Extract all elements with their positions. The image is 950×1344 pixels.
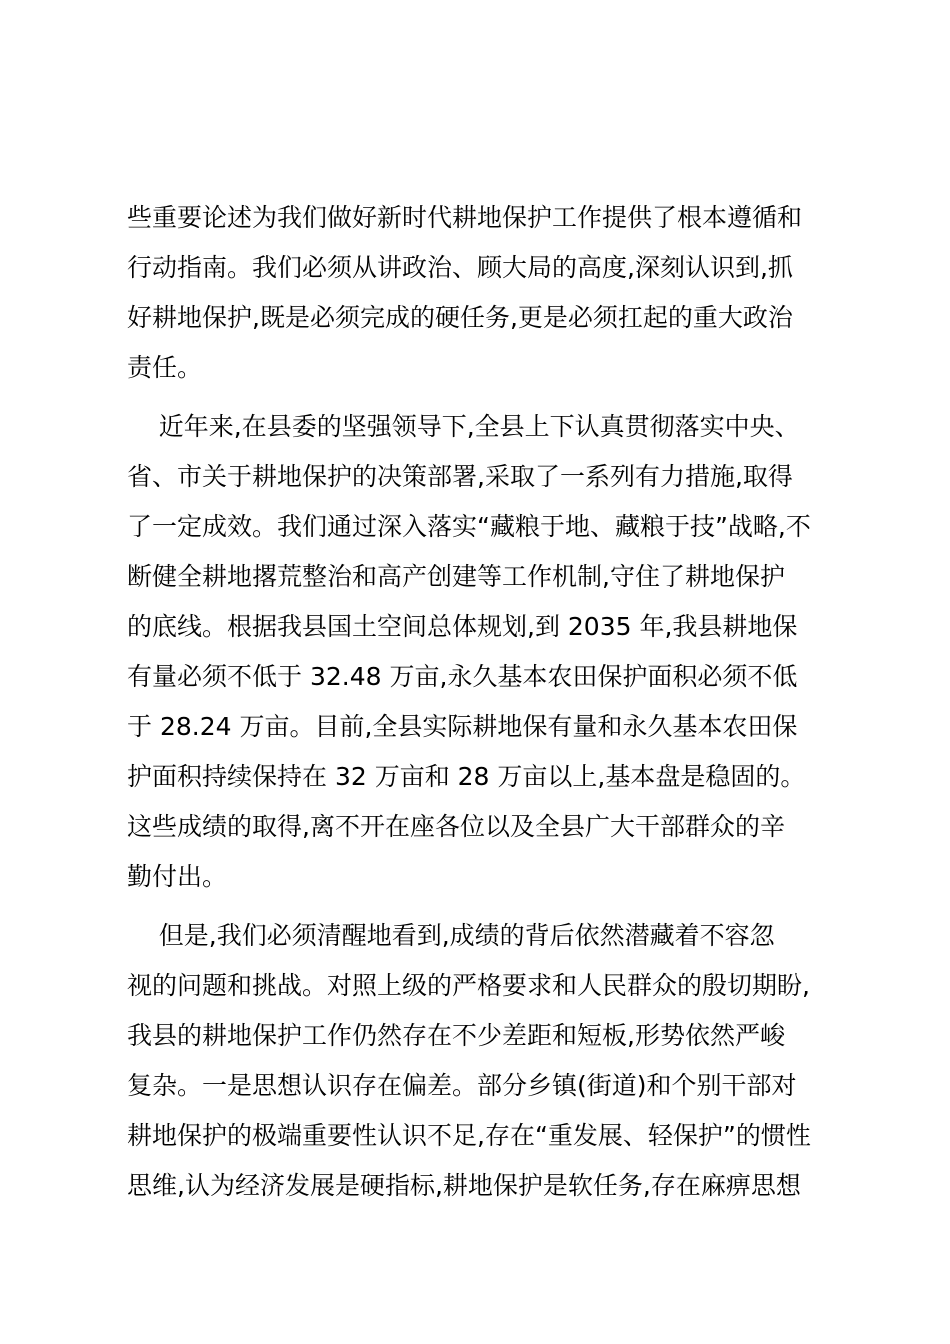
text-line: 些重要论述为我们做好新时代耕地保护工作提供了根本遵循和 [127, 203, 803, 232]
text-line: 但是,我们必须清醒地看到,成绩的背后依然潜藏着不容忽 [127, 921, 775, 950]
text-line: 耕地保护的极端重要性认识不足,存在“重发展、轻保护”的惯性 [127, 1121, 811, 1150]
text-line: 护面积持续保持在 32 万亩和 28 万亩以上,基本盘是稳固的。 [127, 762, 806, 791]
paragraph-3 [127, 911, 827, 1211]
text-line: 我县的耕地保护工作仍然存在不少差距和短板,形势依然严峻 [127, 1021, 785, 1050]
text-line: 这些成绩的取得,离不开在座各位以及全县广大干部群众的辛 [127, 812, 785, 841]
text-line: 勤付出。 [127, 862, 228, 891]
text-line: 断健全耕地撂荒整治和高产创建等工作机制,守住了耕地保护 [127, 562, 785, 591]
text-line: 了一定成效。我们通过深入落实“藏粮于地、藏粮于技”战略,不 [127, 512, 811, 541]
text-line: 省、市关于耕地保护的决策部署,采取了一系列有力措施,取得 [127, 462, 793, 491]
text-line: 视的问题和挑战。对照上级的严格要求和人民群众的殷切期盼, [127, 971, 810, 1000]
text-line: 于 28.24 万亩。目前,全县实际耕地保有量和永久基本农田保 [127, 712, 798, 741]
text-line: 的底线。根据我县国土空间总体规划,到 2035 年,我县耕地保 [127, 612, 798, 641]
text-line: 有量必须不低于 32.48 万亩,永久基本农田保护面积必须不低 [127, 662, 798, 691]
paragraph-1 [127, 193, 827, 393]
text-line: 思维,认为经济发展是硬指标,耕地保护是软任务,存在麻痹思想 [127, 1171, 801, 1200]
text-line: 好耕地保护,既是必须完成的硬任务,更是必须扛起的重大政治 [127, 303, 793, 332]
document-body [127, 193, 827, 1211]
paragraph-2 [127, 402, 827, 902]
text-line: 复杂。一是思想认识存在偏差。部分乡镇(街道)和个别干部对 [127, 1071, 797, 1100]
text-line: 近年来,在县委的坚强领导下,全县上下认真贯彻落实中央、 [127, 412, 800, 441]
text-line: 责任。 [127, 353, 203, 382]
text-line: 行动指南。我们必须从讲政治、顾大局的高度,深刻认识到,抓 [127, 253, 793, 282]
